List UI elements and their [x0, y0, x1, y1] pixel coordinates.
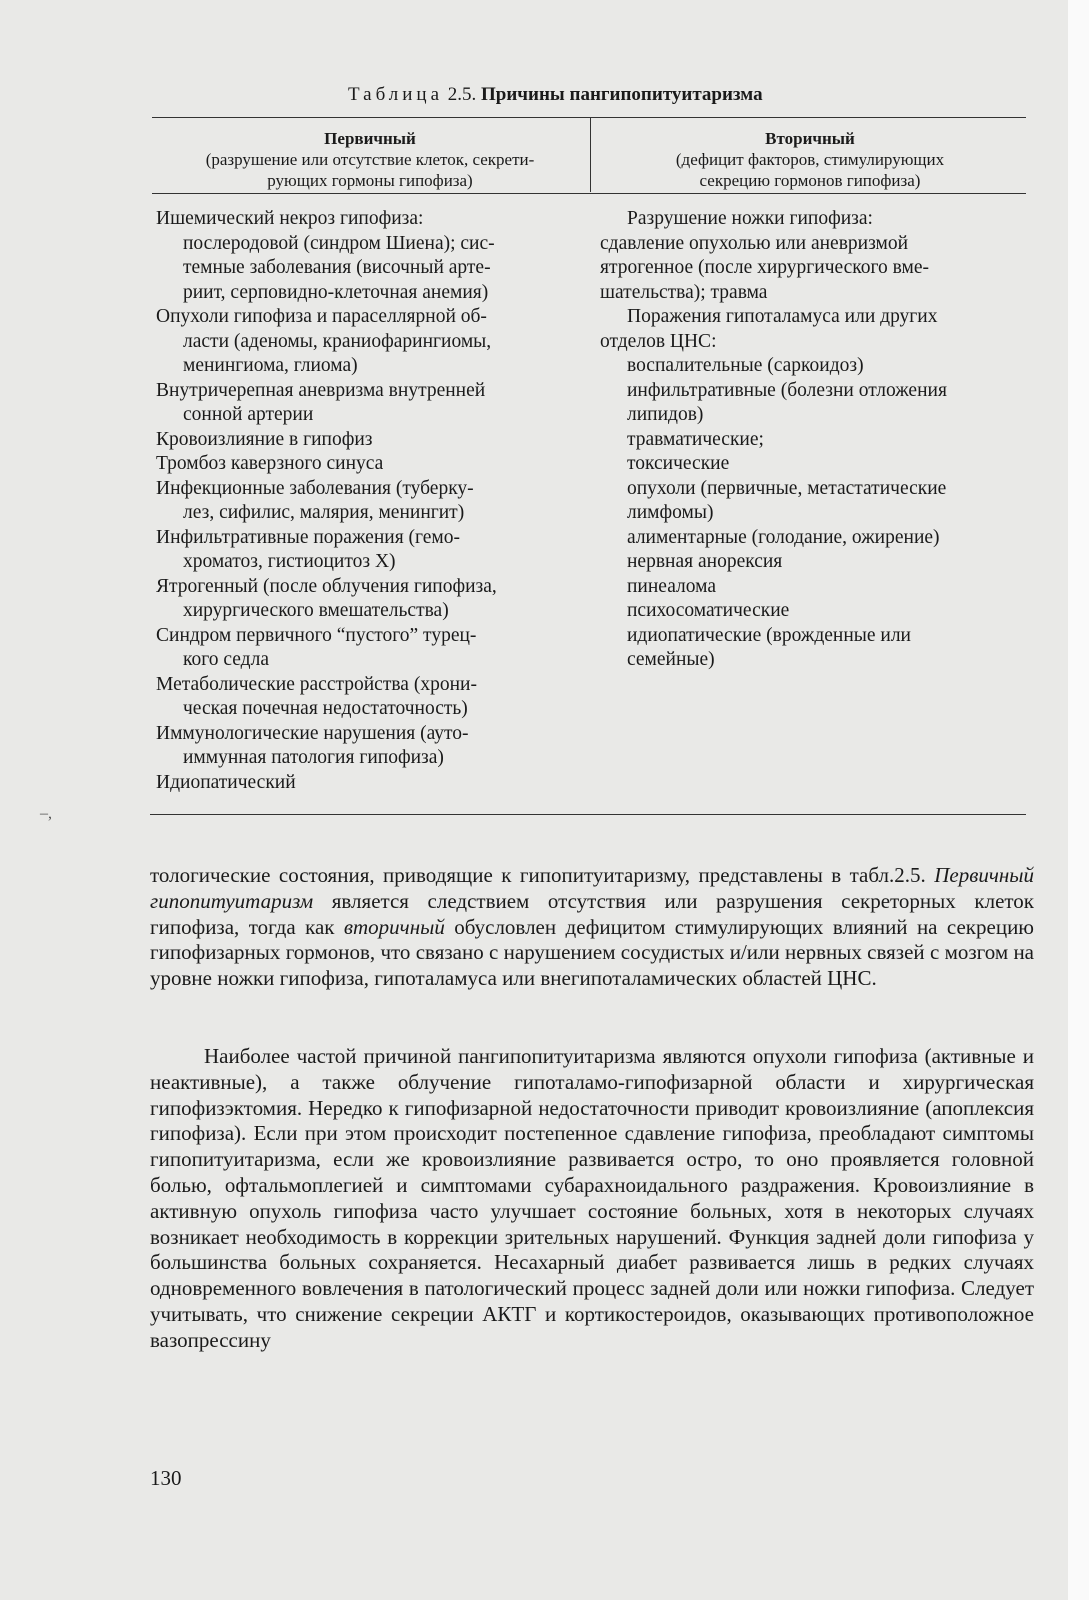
paragraph-1-italic-term: Первичный гипопитуитаризм: [150, 863, 1034, 913]
primary-cause-line: Опухоли гипофиза и параселлярной об-: [156, 306, 487, 327]
table-header-rule: [152, 193, 1026, 194]
primary-cause-line: Ишемический некроз гипофиза:: [156, 208, 424, 229]
primary-cause-line: ческая почечная недостаточность): [183, 698, 468, 719]
secondary-cause-line: воспалительные (саркоидоз): [627, 355, 864, 376]
table-caption-prefix: Таблица: [348, 84, 444, 105]
secondary-cause-line: отделов ЦНС:: [600, 330, 717, 352]
primary-cause-line: Метаболические расстройства (хрони-: [156, 673, 477, 695]
primary-cause-line: хроматоз, гистиоцитоз Х): [183, 551, 396, 572]
secondary-cause-line: Поражения гипоталамуса или других: [627, 306, 938, 327]
primary-cause-line: Ятрогенный (после облучения гипофиза,: [156, 575, 497, 597]
primary-cause-line: риит, серповидно-клеточная анемия): [183, 281, 489, 303]
scan-edge: [1068, 0, 1089, 1600]
table-caption: [348, 84, 763, 106]
secondary-cause-line: шательства); травма: [600, 281, 768, 303]
scan-mark: –,: [40, 805, 52, 822]
primary-cause-line: иммунная патология гипофиза): [183, 747, 444, 768]
secondary-cause-line: лимфомы): [627, 502, 714, 523]
paragraph-1-text: тологические состояния, приводящие к гипопитуитаризму, представлены в табл.2.5.: [150, 863, 935, 887]
page-number: 130: [150, 1466, 182, 1490]
primary-cause-line: Инфекционные заболевания (туберку-: [156, 477, 474, 499]
col1-header-title: Первичный: [324, 129, 416, 148]
secondary-cause-line: травматические;: [627, 428, 764, 450]
primary-cause-line: Тромбоз каверзного синуса: [156, 453, 384, 474]
primary-causes-column: [156, 207, 596, 795]
paragraph-1-text: обусловлен дефицитом стимулирующих влияний на секрецию гипофизарных гормонов, что связано с нарушением сосудистых и/или нервных связей с мозгом на уровне ножки гипофиза, гипоталамуса или внегипоталамических областей ЦНС.: [150, 914, 1034, 991]
paragraph-1-text: является следствием отсутствия или разрушения секреторных клеток гипофиза, тогда как: [150, 888, 1034, 939]
primary-cause-line: Иммунологические нарушения (ауто-: [156, 722, 469, 744]
primary-cause-line: кого седла: [183, 649, 269, 670]
col2-header-title: Вторичный: [765, 129, 855, 148]
secondary-cause-line: инфильтративные (болезни отложения: [627, 379, 947, 401]
table-caption-number: 2.5.: [447, 84, 477, 105]
secondary-cause-line: токсические: [627, 453, 730, 474]
secondary-causes-column: [600, 207, 1030, 673]
secondary-cause-line: липидов): [627, 404, 704, 425]
table-top-rule: [152, 117, 1026, 118]
secondary-cause-line: ятрогенное (после хирургического вме-: [600, 257, 930, 278]
primary-cause-line: ласти (аденомы, краниофарингиомы,: [183, 330, 492, 352]
primary-cause-line: послеродовой (синдром Шиена); сис-: [183, 232, 495, 254]
table-header-divider: [590, 118, 591, 192]
primary-cause-line: лез, сифилис, малярия, менингит): [183, 502, 465, 523]
primary-cause-line: менингиома, глиома): [183, 355, 358, 376]
col2-header-subtitle-line: (дефицит факторов, стимулирующих: [675, 150, 945, 169]
primary-cause-line: хирургического вмешательства): [183, 600, 449, 621]
primary-cause-line: Идиопатический: [156, 771, 296, 793]
primary-cause-line: Инфильтративные поражения (гемо-: [156, 526, 461, 548]
primary-cause-line: Кровоизлияние в гипофиз: [156, 428, 373, 450]
primary-cause-line: Синдром первичного “пустого” турец-: [156, 624, 477, 646]
paragraph-1-italic-term: вторичный: [343, 914, 445, 939]
secondary-cause-line: сдавление опухолью или аневризмой: [600, 232, 909, 254]
secondary-cause-line: идиопатические (врожденные или: [627, 624, 911, 646]
secondary-cause-line: Разрушение ножки гипофиза:: [627, 208, 873, 229]
primary-cause-line: темные заболевания (височный арте-: [183, 257, 491, 278]
col1-header-subtitle-line: рующих гормоны гипофиза): [267, 171, 473, 190]
col1-header-subtitle-line: (разрушение или отсутствие клеток, секрети-: [205, 150, 535, 169]
primary-cause-line: сонной артерии: [183, 404, 314, 425]
col2-header-subtitle-line: секрецию гормонов гипофиза): [699, 171, 921, 190]
secondary-cause-line: семейные): [627, 649, 715, 670]
col2-header: [594, 128, 1026, 191]
table-caption-title: Причины пангипопитуитаризма: [481, 84, 763, 105]
paragraph-2: Наиболее частой причиной пангипопитуитаризма являются опухоли гипофиза (активные и неактивные), а также облучение гипоталамо-гипофизарной области и хирургическая гипофизэктомия. Нередко к гипофизарной недостаточности приводит кровоизлияние (апоплексия гипофиза). Если при этом происходит постепенное сдавление гипофиза, преобладают симптомы гипопитуитаризма, если же кровоизлияние развивается остро, то оно проявляется головной болью, офтальмоплегией и симптомами субарахноидального раздражения. Кровоизлияние в активную опухоль гипофиза часто улучшает состояние больных, хотя в некоторых случаях возникает необходимость в коррекции зрительных нарушений. Функция задней доли гипофиза у большинства больных сохраняется. Несахарный диабет развивается лишь в редких случаях одновременного вовлечения в патологический процесс задней доли или ножки гипофиза. Следует учитывать, что снижение секреции АКТГ и кортикостероидов, оказывающих противоположное вазопрессину: [150, 1044, 1034, 1352]
paragraph-1: [150, 863, 1034, 992]
col1-header: [152, 128, 588, 191]
primary-cause-line: Внутричерепная аневризма внутренней: [156, 379, 486, 401]
secondary-cause-line: пинеалома: [627, 575, 716, 597]
secondary-cause-line: психосоматические: [627, 600, 790, 621]
table-bottom-rule: [150, 814, 1026, 815]
secondary-cause-line: алиментарные (голодание, ожирение): [627, 526, 940, 548]
secondary-cause-line: опухоли (первичные, метастатические: [627, 477, 947, 499]
secondary-cause-line: нервная анорексия: [627, 551, 783, 572]
